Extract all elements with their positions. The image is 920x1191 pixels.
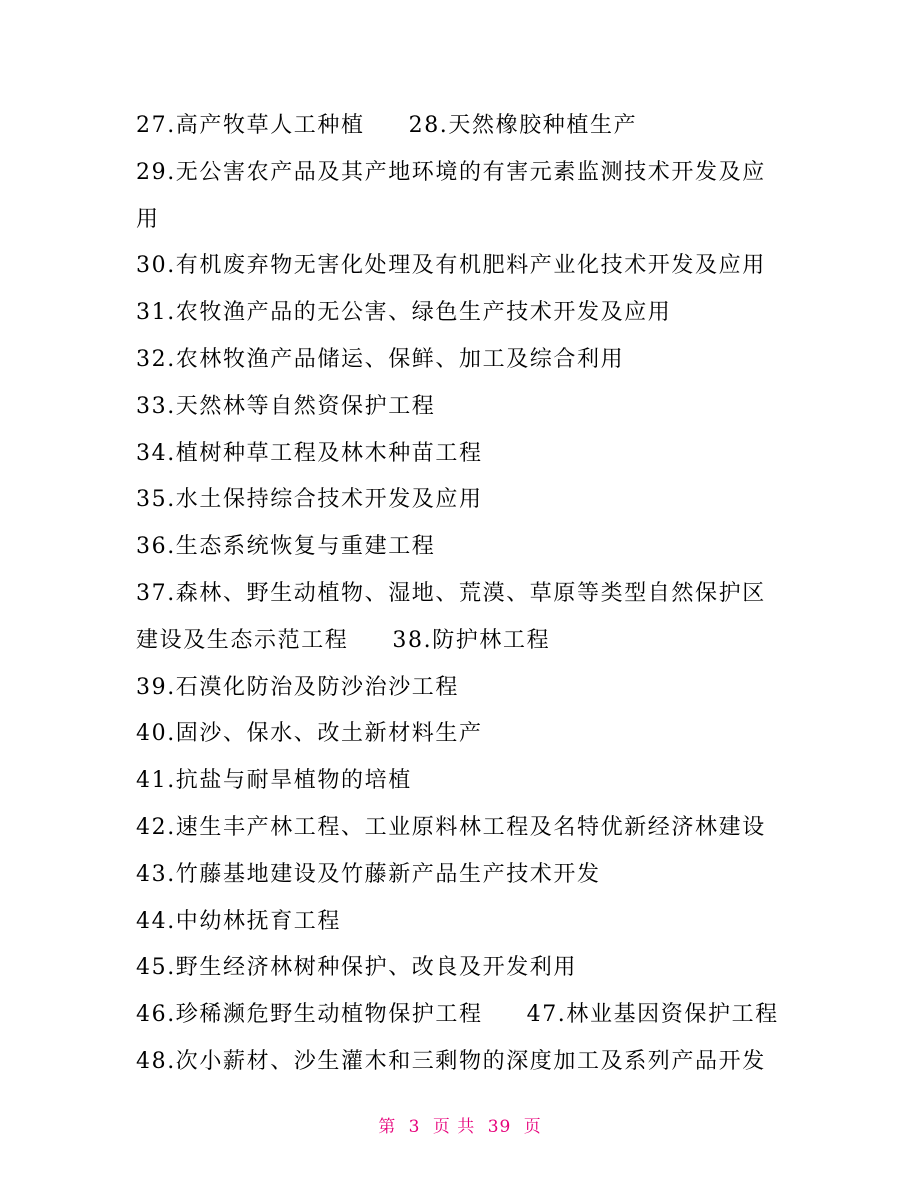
list-item-text: 43.竹藤基地建设及竹藤新产品生产技术开发 (136, 861, 601, 887)
list-item-text: 35.水土保持综合技术开发及应用 (136, 487, 483, 513)
list-item-text: 34.植树种草工程及林木种苗工程 (136, 440, 483, 466)
footer-total-pages: 39 (487, 1117, 512, 1137)
page-footer (0, 1112, 920, 1137)
document-body (136, 103, 796, 1086)
footer-page-number: 3 (408, 1117, 421, 1137)
list-item-text: 40.固沙、保水、改土新材料生产 (136, 721, 483, 747)
list-item-text: 45.野生经济林树种保护、改良及开发利用 (136, 955, 577, 981)
list-item-text: 47.林业基因资保护工程 (526, 1002, 779, 1028)
list-item-text: 48.次小薪材、沙生灌木和三剩物的深度加工及系列产品开发 (136, 1048, 766, 1074)
footer-suffix: 页 (523, 1117, 542, 1137)
list-item-text: 30.有机废弃物无害化处理及有机肥料产业化技术开发及应用 (136, 253, 766, 279)
document-line (136, 243, 796, 290)
document-line (136, 431, 796, 478)
list-item-text: 44.中幼林抚育工程 (136, 908, 341, 934)
list-item-text: 建设及生态示范工程 (136, 627, 349, 653)
list-item-text: 用 (136, 206, 160, 232)
document-line (136, 103, 796, 150)
document-line (136, 477, 796, 524)
list-item-text: 33.天然林等自然资保护工程 (136, 393, 436, 419)
list-item-text: 41.抗盐与耐旱植物的培植 (136, 768, 412, 794)
list-item-text: 28.天然橡胶种植生产 (408, 113, 638, 138)
document-line (136, 384, 796, 431)
document-line (136, 992, 796, 1039)
list-item-text: 27.高产牧草人工种植 (136, 113, 365, 138)
document-line (136, 618, 796, 665)
document-line (136, 852, 796, 899)
document-line (136, 571, 796, 618)
document-line (136, 805, 796, 852)
footer-middle: 页 共 (432, 1117, 476, 1137)
list-item-text: 31.农牧渔产品的无公害、绿色生产技术开发及应用 (136, 300, 672, 326)
document-line (136, 290, 796, 337)
document-line (136, 899, 796, 946)
list-item-text: 29.无公害农产品及其产地环境的有害元素监测技术开发及应 (136, 159, 766, 185)
document-line (136, 1039, 796, 1086)
document-line (136, 150, 796, 197)
document-line (136, 945, 796, 992)
document-line (136, 665, 796, 712)
list-item-text: 39.石漠化防治及防沙治沙工程 (136, 674, 459, 700)
list-item-text: 38.防护林工程 (392, 627, 551, 653)
list-item-text: 32.农林牧渔产品储运、保鲜、加工及综合利用 (136, 346, 625, 372)
list-item-text: 37.森林、野生动植物、湿地、荒漠、草原等类型自然保护区 (136, 580, 766, 606)
document-line (136, 197, 796, 244)
list-item-text: 46.珍稀濒危野生动植物保护工程 (136, 1002, 483, 1028)
document-line (136, 711, 796, 758)
list-item-text: 42.速生丰产林工程、工业原料林工程及名特优新经济林建设 (136, 814, 766, 840)
list-item-text: 36.生态系统恢复与重建工程 (136, 534, 436, 560)
footer-prefix: 第 (378, 1117, 397, 1137)
document-line (136, 337, 796, 384)
document-line (136, 524, 796, 571)
document-line (136, 758, 796, 805)
